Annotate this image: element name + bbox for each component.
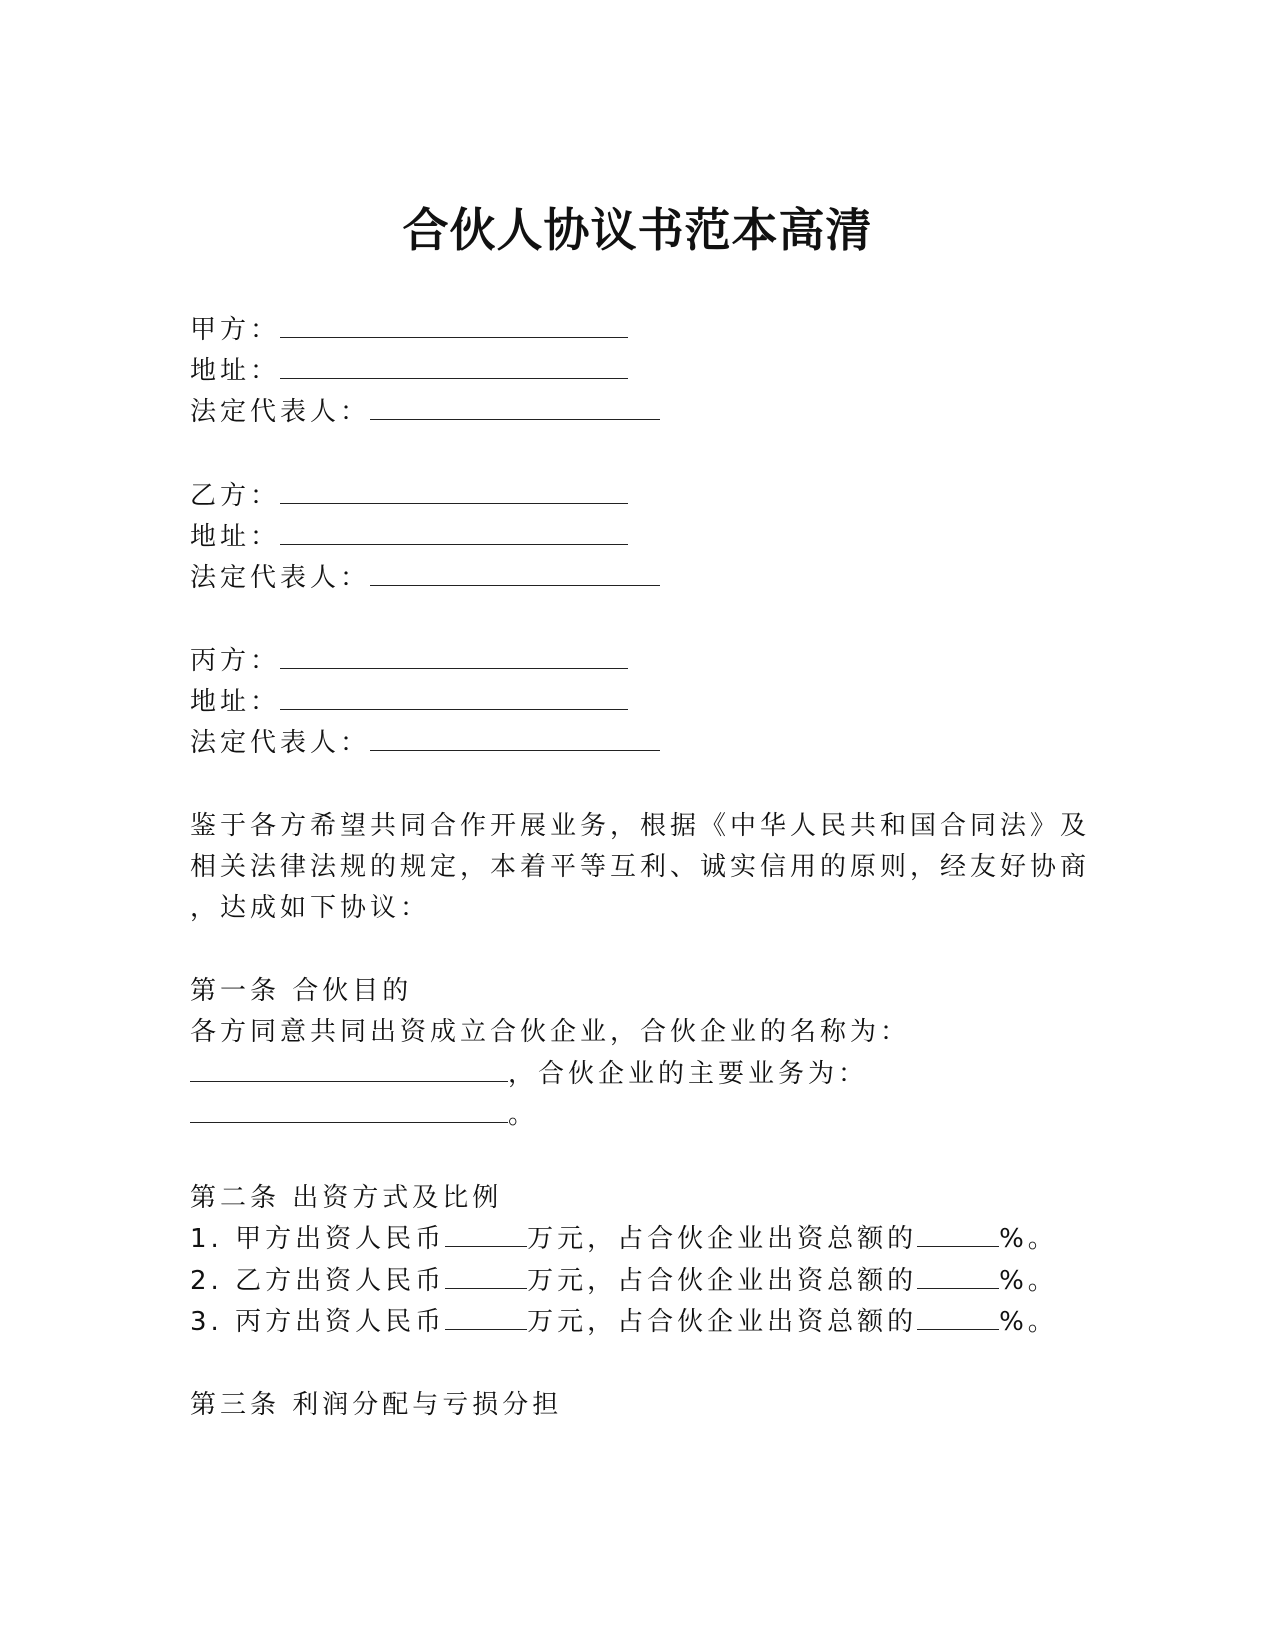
company-name-blank[interactable]	[190, 1057, 508, 1082]
preamble-line-3: ，达成如下协议：	[190, 893, 431, 923]
party-a-line	[190, 312, 628, 348]
party-b-rep-label: 法定代表人：	[190, 563, 371, 593]
item-suffix: %。	[999, 1307, 1058, 1337]
item-middle: 万元，占合伙企业出资总额的	[527, 1307, 918, 1337]
article-3-heading: 第三条 利润分配与亏损分担	[190, 1390, 563, 1420]
main-business-blank[interactable]	[190, 1098, 508, 1123]
party-c-label: 丙方：	[190, 646, 281, 676]
party-a-address-label: 地址：	[190, 356, 281, 386]
amount-blank[interactable]	[445, 1222, 527, 1247]
party-b-label: 乙方：	[190, 481, 281, 511]
percent-blank[interactable]	[917, 1264, 999, 1289]
article-1-line-2	[190, 1056, 868, 1092]
party-c-address-label: 地址：	[190, 687, 281, 717]
amount-blank[interactable]	[445, 1264, 527, 1289]
party-c-address-line	[190, 684, 628, 720]
article-2-heading: 第二条 出资方式及比例	[190, 1183, 503, 1213]
article-1-line-3-text: 。	[508, 1100, 539, 1130]
preamble-line-2: 相关法律法规的规定，本着平等互利、诚实信用的原则，经友好协商	[190, 852, 1091, 882]
item-prefix: 3. 丙方出资人民币	[190, 1307, 446, 1337]
item-prefix: 1. 甲方出资人民币	[190, 1224, 446, 1254]
party-c-address-blank[interactable]	[280, 685, 628, 710]
party-b-rep-blank[interactable]	[370, 561, 660, 586]
party-c-rep-line	[190, 725, 660, 761]
party-b-line	[190, 478, 628, 514]
item-prefix: 2. 乙方出资人民币	[190, 1266, 446, 1296]
party-b-blank[interactable]	[280, 479, 628, 504]
item-middle: 万元，占合伙企业出资总额的	[527, 1266, 918, 1296]
article-1-heading: 第一条 合伙目的	[190, 976, 413, 1006]
party-a-rep-blank[interactable]	[370, 395, 660, 420]
item-suffix: %。	[999, 1224, 1058, 1254]
article-2-item	[190, 1263, 1058, 1299]
party-b-address-label: 地址：	[190, 522, 281, 552]
item-suffix: %。	[999, 1266, 1058, 1296]
item-middle: 万元，占合伙企业出资总额的	[527, 1224, 918, 1254]
article-2-item	[190, 1221, 1058, 1257]
article-1-line-3	[190, 1097, 538, 1133]
article-1-line-1: 各方同意共同出资成立合伙企业，合伙企业的名称为：	[190, 1017, 911, 1047]
party-a-address-blank[interactable]	[280, 354, 628, 379]
party-c-blank[interactable]	[280, 644, 628, 669]
party-a-rep-label: 法定代表人：	[190, 397, 371, 427]
party-a-blank[interactable]	[280, 313, 628, 338]
party-a-rep-line	[190, 394, 660, 430]
percent-blank[interactable]	[917, 1222, 999, 1247]
party-c-line	[190, 643, 628, 679]
party-c-rep-label: 法定代表人：	[190, 728, 371, 758]
article-2-item	[190, 1304, 1058, 1340]
document-title: 合伙人协议书范本高清	[402, 203, 873, 257]
preamble-line-1: 鉴于各方希望共同合作开展业务，根据《中华人民共和国合同法》及	[190, 811, 1091, 841]
party-b-rep-line	[190, 560, 660, 596]
amount-blank[interactable]	[445, 1305, 527, 1330]
article-1-line-2-text: ，合伙企业的主要业务为：	[508, 1059, 869, 1089]
party-b-address-line	[190, 519, 628, 555]
party-a-label: 甲方：	[190, 315, 281, 345]
party-a-address-line	[190, 353, 628, 389]
party-c-rep-blank[interactable]	[370, 726, 660, 751]
party-b-address-blank[interactable]	[280, 520, 628, 545]
percent-blank[interactable]	[917, 1305, 999, 1330]
